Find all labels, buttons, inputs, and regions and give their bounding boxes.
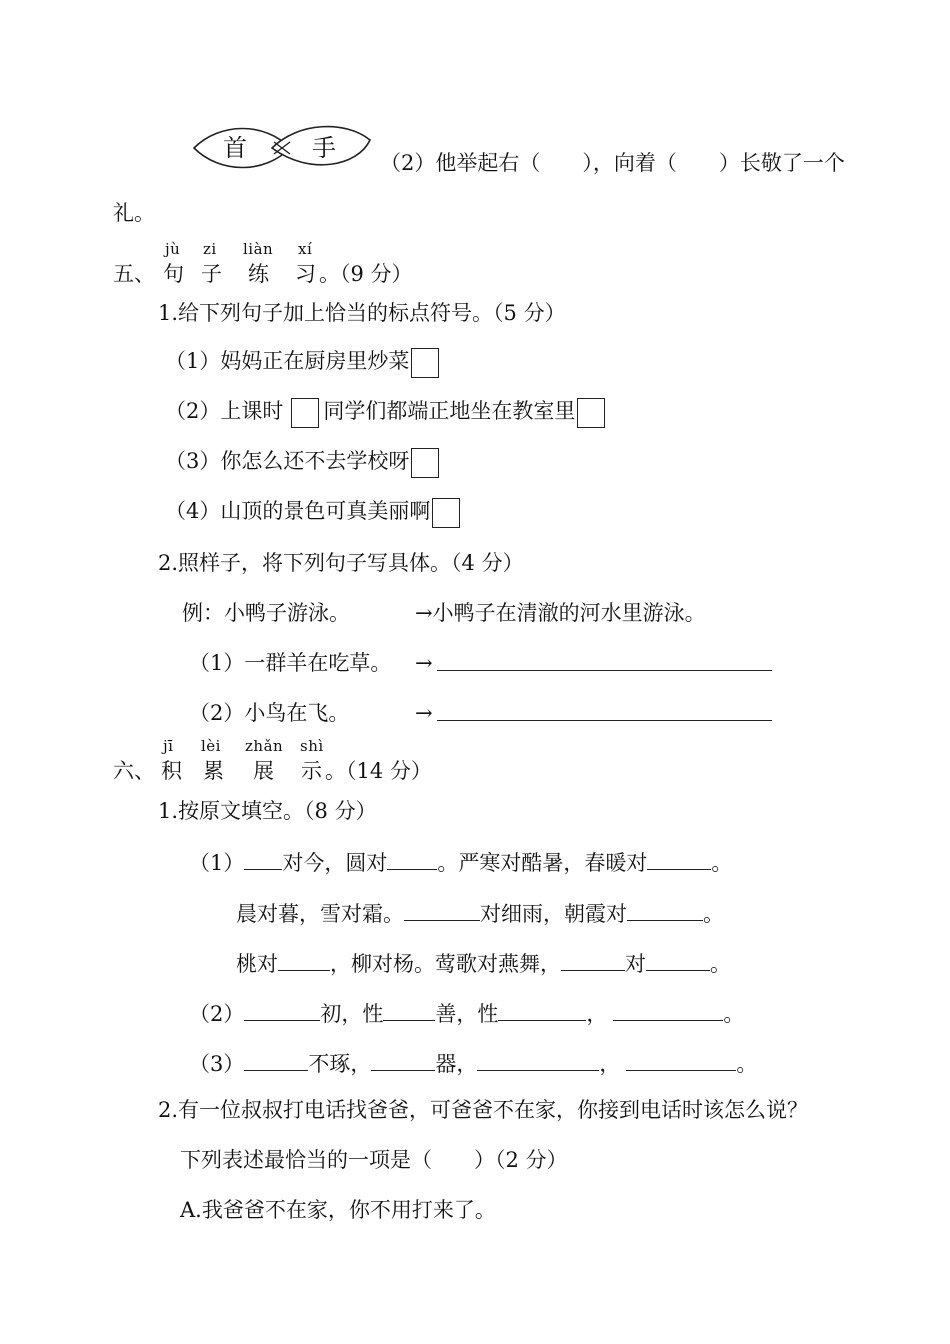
s5-q2-example-right: →小鸭子在清澈的河水里游泳。 — [415, 601, 706, 625]
s5-q2-arrow1: → — [415, 651, 433, 675]
q4-2-line2: 礼。 — [113, 201, 155, 225]
s5-q1-title: 1.给下列句子加上恰当的标点符号。（5 分） — [158, 301, 566, 325]
pinyin-zhan: zhǎn — [245, 737, 284, 755]
s5-q2-arrow2: → — [415, 701, 433, 725]
q4-2-line1: （2）他举起右（ ），向着（ ）长敬了一个 — [380, 151, 845, 175]
s6-r1-a: 对今，圆对 — [282, 851, 388, 875]
s5-q1-item4-text: （4）山顶的景色可真美丽啊 — [165, 499, 431, 523]
pinyin-zi: zi — [203, 240, 217, 258]
char-zhan: 展 — [253, 759, 274, 783]
pinyin-ji: jī — [163, 737, 174, 755]
blank-r2-1[interactable] — [404, 902, 480, 921]
punctuation-box-3[interactable] — [577, 398, 605, 428]
blank-r3-3[interactable] — [646, 952, 710, 971]
char-zi: 子 — [201, 262, 222, 286]
section-5-score: 。（9 分） — [319, 262, 413, 286]
s6-r2-c: 。 — [703, 902, 724, 926]
blank-r4-4[interactable] — [613, 1002, 723, 1021]
s5-q2-item2: （2）小鸟在飞。 — [189, 701, 350, 725]
s5-q1-item1-text: （1）妈妈正在厨房里炒菜 — [165, 349, 410, 373]
s6-r5-d: 。 — [736, 1052, 758, 1076]
char-ji: 积 — [161, 759, 182, 783]
s5-q1-item3 — [165, 446, 439, 478]
s6-r1-b: 。严寒对酷暑，春暖对 — [437, 851, 648, 875]
leaf-right-char: 手 — [312, 134, 336, 162]
s6-q1-row4 — [189, 1002, 744, 1025]
pinyin-shi: shì — [300, 737, 324, 755]
blank-r4-1[interactable] — [244, 1002, 320, 1021]
s5-q1-item2-text-a: （2）上课时 — [165, 399, 284, 423]
s6-q2-title: 2.有一位叔叔打电话找爸爸，可爸爸不在家，你接到电话时该怎么说？ — [158, 1098, 809, 1122]
s5-q2-answer1-line[interactable] — [437, 653, 772, 671]
blank-r4-2[interactable] — [383, 1002, 435, 1021]
s6-q1-row2 — [236, 902, 724, 925]
pinyin-lian: liàn — [243, 240, 274, 258]
char-lei: 累 — [203, 759, 224, 783]
s6-r4-d: 。 — [723, 1002, 745, 1026]
s6-r4-num: （2） — [189, 1002, 245, 1026]
punctuation-box-4[interactable] — [411, 448, 439, 478]
section-6-score: 。（14 分） — [325, 759, 432, 783]
s6-r5-c: ， — [599, 1052, 621, 1076]
s5-q1-item1 — [165, 346, 439, 378]
pinyin-ju: jù — [165, 240, 181, 258]
s5-q1-item2 — [165, 396, 605, 428]
s6-r3-c: 对 — [625, 952, 646, 976]
s6-r5-num: （3） — [189, 1052, 245, 1076]
blank-r5-1[interactable] — [244, 1052, 308, 1071]
s6-r2-b: 对细雨，朝霞对 — [480, 902, 627, 926]
s6-r5-a: 不琢， — [308, 1052, 372, 1076]
s6-q2-option-a[interactable]: A.我爸爸不在家，你不用打来了。 — [180, 1198, 496, 1222]
blank-r3-2[interactable] — [561, 952, 625, 971]
blank-r5-2[interactable] — [371, 1052, 435, 1071]
s6-r3-d: 。 — [710, 952, 731, 976]
s5-q1-item2-text-b: 同学们都端正地坐在教室里 — [323, 399, 576, 423]
s6-r3-b: ，柳对杨。莺歌对燕舞， — [330, 952, 561, 976]
leaf-left-char: 首 — [223, 134, 247, 162]
s6-q1-row1 — [189, 851, 732, 874]
char-xi: 习 — [295, 262, 316, 286]
blank-r1-1[interactable] — [244, 851, 282, 870]
pinyin-xi: xí — [298, 240, 313, 258]
s6-r4-b: 善，性 — [435, 1002, 499, 1026]
char-lian: 练 — [248, 262, 269, 286]
s5-q2-title: 2.照样子，将下列句子写具体。（4 分） — [158, 551, 524, 575]
s6-r3-a: 桃对 — [236, 952, 278, 976]
s6-r1-c: 。 — [711, 851, 733, 875]
blank-r2-2[interactable] — [627, 902, 703, 921]
s6-r5-b: 器， — [435, 1052, 478, 1076]
s6-r4-c: ， — [586, 1002, 608, 1026]
blank-r4-3[interactable] — [498, 1002, 586, 1021]
s5-q2-example-left: 例：小鸭子游泳。 — [182, 601, 350, 625]
section-6-heading — [113, 739, 513, 785]
punctuation-box-5[interactable] — [432, 498, 460, 528]
s6-r1-num: （1） — [189, 851, 245, 875]
s6-q1-title: 1.按原文填空。（8 分） — [158, 799, 377, 823]
s6-q1-row3 — [236, 952, 731, 975]
punctuation-box-1[interactable] — [411, 348, 439, 378]
char-shi: 示 — [301, 759, 322, 783]
leaf-pair-graphic — [190, 120, 375, 176]
s6-r4-a: 初，性 — [320, 1002, 384, 1026]
s5-q2-answer2-line[interactable] — [437, 703, 772, 721]
pinyin-lei: lèi — [201, 737, 221, 755]
s6-q2-sub: 下列表述最恰当的一项是（ ）（2 分） — [180, 1148, 568, 1172]
s6-r2-a: 晨对暮，雪对霜。 — [236, 902, 404, 926]
section-5-heading — [113, 242, 513, 288]
section-5-num: 五、 — [113, 262, 155, 286]
blank-r3-1[interactable] — [278, 952, 330, 971]
s5-q1-item3-text: （3）你怎么还不去学校呀 — [165, 449, 410, 473]
blank-r1-3[interactable] — [647, 851, 711, 870]
blank-r5-4[interactable] — [626, 1052, 736, 1071]
s5-q2-item1: （1）一群羊在吃草。 — [189, 651, 392, 675]
char-ju: 句 — [163, 262, 184, 286]
blank-r1-2[interactable] — [387, 851, 437, 870]
section-6-num: 六、 — [113, 759, 155, 783]
s5-q1-item4 — [165, 496, 460, 528]
blank-r5-3[interactable] — [477, 1052, 599, 1071]
s6-q1-row5 — [189, 1052, 757, 1075]
punctuation-box-2[interactable] — [291, 398, 319, 428]
